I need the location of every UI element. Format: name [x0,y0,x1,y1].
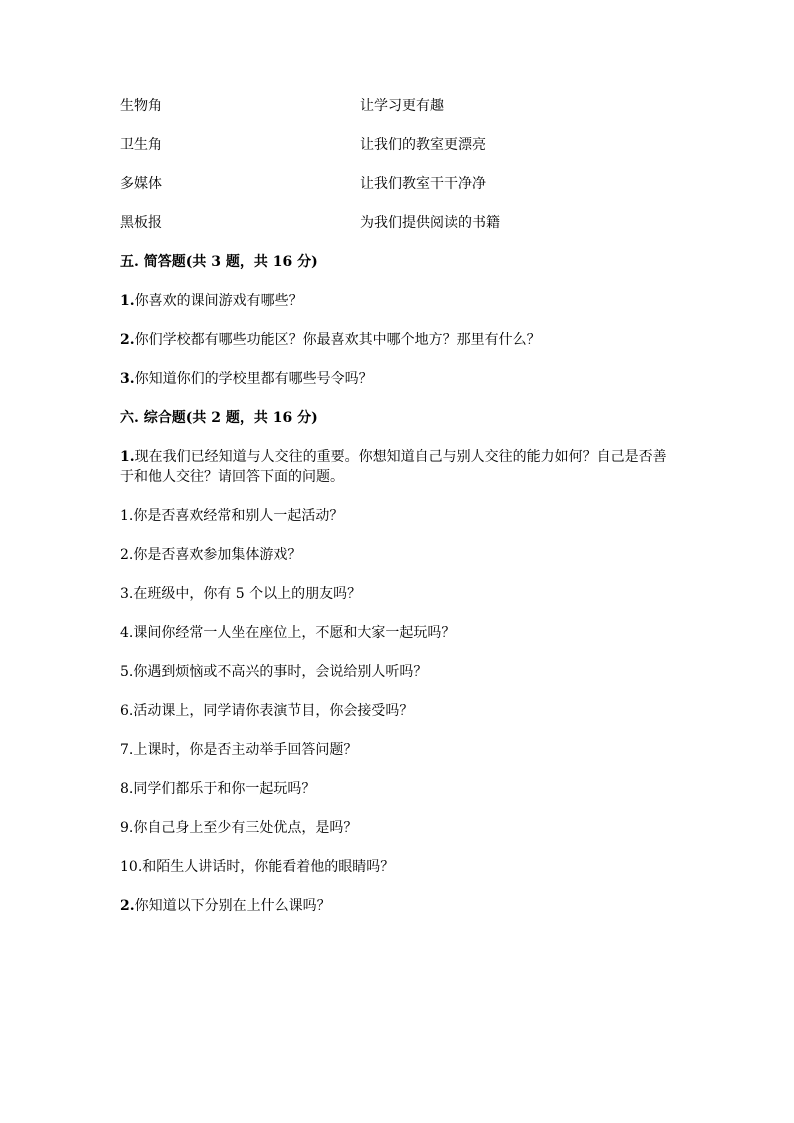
sub-question: 2.你是否喜欢参加集体游戏？ [120,547,302,563]
question-item [120,447,680,487]
question-text: 你们学校都有哪些功能区？你最喜欢其中哪个地方？那里有什么？ [134,332,541,348]
question-text: 你知道你们的学校里都有哪些号令吗？ [134,371,373,387]
question-text: 现在我们已经知道与人交往的重要。你想知道自己与别人交往的能力如何？自己是否善于和他人交往？请回答下面的问题。 [120,449,667,485]
matching-left-item: 卫生角 [120,137,162,153]
matching-right-item: 让学习更有趣 [360,98,444,114]
matching-left-item: 多媒体 [120,176,162,192]
question-text: 你知道以下分别在上什么课吗？ [134,898,331,914]
question-item [120,330,680,350]
question-number: 3. [120,371,135,387]
question-number: 2. [120,898,135,914]
question-item [120,291,680,311]
sub-question: 10.和陌生人讲话时，你能看着他的眼睛吗？ [120,859,395,875]
matching-left-item: 生物角 [120,98,162,114]
matching-right-item: 让我们教室干干净净 [360,176,486,192]
question-text: 你喜欢的课间游戏有哪些？ [134,293,303,309]
sub-question: 9.你自己身上至少有三处优点，是吗？ [120,820,358,836]
matching-right-item: 让我们的教室更漂亮 [360,137,486,153]
matching-row [120,213,680,233]
page-content [120,96,680,935]
matching-right-item: 为我们提供阅读的书籍 [360,215,500,231]
sub-question: 7.上课时，你是否主动举手回答问题？ [120,742,358,758]
question-number: 1. [120,293,135,309]
sub-question: 5.你遇到烦恼或不高兴的事时，会说给别人听吗？ [120,664,428,680]
sub-question: 8.同学们都乐于和你一起玩吗？ [120,781,316,797]
section-5-title: 五. 简答题(共 3 题，共 16 分) [120,254,318,270]
question-item [120,896,680,916]
section-6-title: 六. 综合题(共 2 题，共 16 分) [120,410,318,426]
question-number: 2. [120,332,135,348]
sub-question: 3.在班级中，你有 5 个以上的朋友吗？ [120,586,362,602]
sub-question: 4.课间你经常一人坐在座位上，不愿和大家一起玩吗？ [120,625,456,641]
sub-question: 6.活动课上，同学请你表演节目，你会接受吗？ [120,703,414,719]
matching-row [120,96,680,116]
matching-row [120,174,680,194]
question-number: 1. [120,449,135,465]
question-item [120,369,680,389]
matching-left-item: 黑板报 [120,215,162,231]
matching-row [120,135,680,155]
sub-question: 1.你是否喜欢经常和别人一起活动？ [120,508,344,524]
